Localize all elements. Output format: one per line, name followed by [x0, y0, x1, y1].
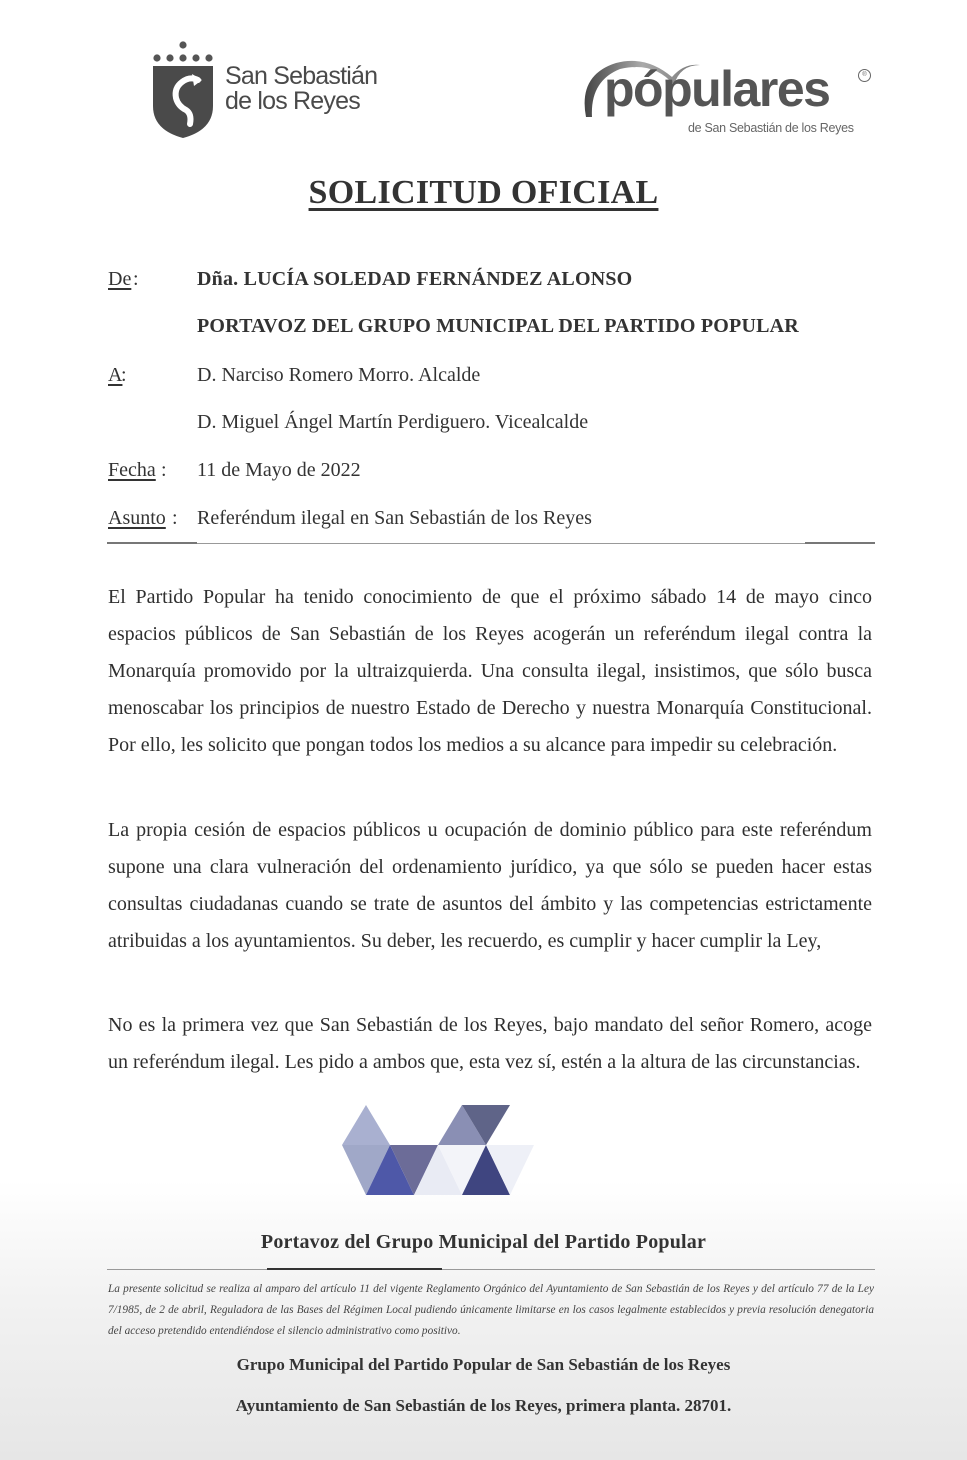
- recipient-deputy-mayor: D. Miguel Ángel Martín Perdiguero. Vicealcalde: [197, 411, 589, 433]
- from-label: De: [108, 268, 132, 290]
- party-logo: [576, 55, 876, 140]
- signer-title: Portavoz del Grupo Municipal del Partido Popular: [260, 1231, 707, 1253]
- header-divider: [107, 543, 875, 544]
- paragraph-text: La propia cesión de espacios públicos u ocupación de dominio público para este referéndum supone una clara vulneración del ordenamiento jurídico, ya que sólo se pueden hacer estas consultas ciudadanas cuando se trate de asuntos del ámbito y las competencias estrictamente atribuidas a los ayuntamientos. Su deber, les recuerdo, es cumplir y hacer cumplir la Ley,: [108, 819, 872, 952]
- body-paragraph-1: [108, 579, 872, 764]
- municipality-name-line2: de los Reyes: [225, 87, 360, 115]
- from-role: PORTAVOZ DEL GRUPO MUNICIPAL DEL PARTIDO POPULAR: [197, 315, 799, 337]
- registered-mark: ®: [858, 69, 871, 82]
- to-label: A: [108, 364, 123, 386]
- document-title-text: SOLICITUD OFICIAL: [308, 174, 659, 211]
- body-paragraph-3: [108, 1007, 872, 1081]
- from-colon: :: [133, 268, 139, 290]
- footer-address: Ayuntamiento de San Sebastián de los Reyes, primera planta. 28701.: [235, 1396, 732, 1415]
- municipality-logo: [152, 40, 382, 140]
- to-colon: :: [121, 364, 127, 386]
- subject-value: Referéndum ilegal en San Sebastián de los Reyes: [197, 507, 592, 529]
- footer-group-name: Grupo Municipal del Partido Popular de San Sebastián de los Reyes: [236, 1355, 731, 1374]
- subject-colon: :: [172, 507, 178, 529]
- party-wordmark: pópulares: [604, 61, 830, 117]
- document-title: [0, 174, 967, 212]
- municipality-name-line1: San Sebastián: [225, 62, 378, 90]
- body-paragraph-2: [108, 812, 872, 960]
- date-value: 11 de Mayo de 2022: [197, 459, 361, 481]
- paragraph-text: No es la primera vez que San Sebastián de los Reyes, bajo mandato del señor Romero, acoge un referéndum ilegal. Les pido a ambos que, esta vez sí, estén a la altura de las circunstancias.: [108, 1014, 872, 1073]
- from-role-row: [108, 315, 878, 341]
- subject-row: [108, 507, 878, 533]
- date-label: Fecha: [108, 459, 156, 481]
- to-row-2: [108, 411, 878, 437]
- party-subtitle: de San Sebastián de los Reyes: [688, 121, 854, 135]
- subject-label: Asunto: [108, 507, 166, 529]
- date-colon: :: [161, 459, 167, 481]
- to-row: [108, 364, 878, 390]
- from-name: Dña. LUCÍA SOLEDAD FERNÁNDEZ ALONSO: [197, 268, 633, 290]
- footer-divider: [107, 1269, 875, 1270]
- signature-tile: [342, 1105, 390, 1145]
- paragraph-text: El Partido Popular ha tenido conocimiento de que el próximo sábado 14 de mayo cinco espacios públicos de San Sebastián de los Reyes acogerán un referéndum ilegal contra la Monarquía promovido por la ultraizquierda. Una consulta ilegal, insistimos, que sólo busca menoscabar los principios de nuestro Estado de Derecho y nuestra Monarquía Constitucional. Por ello, les solicito que pongan todos los medios a su alcance para impedir su celebración.: [108, 586, 872, 756]
- recipient-mayor: D. Narciso Romero Morro. Alcalde: [197, 364, 481, 386]
- shield-crown-icon: [152, 40, 214, 140]
- date-row: [108, 459, 878, 485]
- pixelated-signature: [330, 1100, 570, 1200]
- from-row: [108, 268, 878, 294]
- legal-note: La presente solicitud se realiza al amparo del artículo 11 del vigente Reglamento Orgánico del Ayuntamiento de San Sebastián de los Reyes y del artículo 77 de la Ley 7/1985, de 2 de abril, Reguladora de las Bases del Régimen Local pudiendo únicamente limitarse en los casos legalmente establecidos y previa resolución denegatoria del acceso pretendido entendiéndose el silencio administrativo como positivo.: [108, 1283, 874, 1337]
